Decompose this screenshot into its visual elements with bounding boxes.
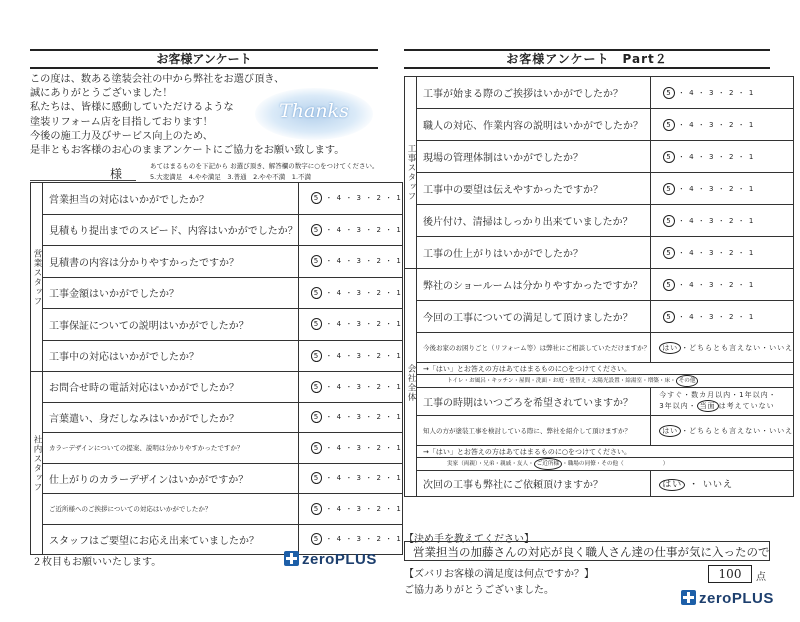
rating-option[interactable]: 2: [728, 120, 735, 129]
selected-rating[interactable]: 5: [663, 247, 674, 259]
question-row: [31, 214, 403, 246]
question-row: [31, 524, 403, 555]
score-question: 【ズバリお客様の満足度は何点ですか？】: [404, 569, 594, 580]
rating-scale[interactable]: 5 ・ 4 ・ 3 ・ 2 ・ 1: [298, 309, 402, 341]
rating-option[interactable]: 3: [356, 288, 363, 297]
rating-option[interactable]: 4: [336, 288, 343, 297]
timing-selected[interactable]: 当面: [697, 400, 719, 412]
timing-option[interactable]: は考えていない: [718, 402, 775, 410]
followup-lead: →「はい」とお答えの方はあてはまるものに○をつけてください。: [417, 363, 794, 375]
rating-option[interactable]: 2: [728, 280, 735, 289]
question-text: 今回の工事についての満足して頂けましたか？: [417, 301, 651, 333]
question-text: 職人の対応、作業内容の説明はいかがでしたか？: [417, 109, 651, 141]
rating-option[interactable]: 1: [396, 225, 402, 234]
rating-scale[interactable]: 5 ・ 4 ・ 3 ・ 2 ・ 1: [651, 301, 794, 333]
selected-rating[interactable]: 5: [311, 503, 322, 515]
question-text: カラーデザインについての提案、説明は分かりやすかったですか？: [43, 433, 299, 464]
question-text: ご近所様へのご挨拶についての対応はいかがでしたか？: [43, 494, 299, 525]
survey-table-page-2: [404, 76, 794, 497]
rating-scale[interactable]: 5 ・ 4 ・ 3 ・ 2 ・ 1: [651, 77, 794, 109]
question-text: 見積書の内容は分かりやすかったですか？: [43, 246, 299, 278]
selected-rating[interactable]: 5: [311, 381, 322, 393]
question-row: [31, 183, 403, 215]
zeroplus-logo: [284, 551, 377, 568]
followup-row: [405, 446, 794, 458]
rating-scale[interactable]: 5 ・ 4 ・ 3 ・ 2 ・ 1: [298, 494, 402, 525]
plus-icon: [681, 590, 696, 605]
rating-option[interactable]: 4: [689, 280, 695, 289]
rating-option[interactable]: 1: [748, 312, 755, 321]
followup-row: [405, 363, 794, 375]
choice-separator: ・: [689, 479, 700, 490]
intro-line: 塗装リフォーム店を目指しております！: [30, 116, 213, 128]
rating-option[interactable]: 1: [396, 351, 402, 360]
question-text: 工事が始まる際のご挨拶はいかがでしたか？: [417, 77, 651, 109]
rating-scale[interactable]: 5 ・ 4 ・ 3 ・ 2 ・ 1: [298, 214, 402, 246]
page-title: お客様アンケート Part２: [404, 49, 770, 69]
selected-rating[interactable]: 5: [663, 119, 674, 131]
rating-option[interactable]: 1: [396, 413, 402, 422]
question-row: [31, 277, 403, 309]
rating-option[interactable]: 3: [356, 443, 363, 452]
rating-legend: 5.大変満足 4.やや満足 3.普通 2.やや不満 1.不満: [150, 173, 312, 181]
question-row: [405, 416, 794, 446]
selected-rating[interactable]: 5: [663, 151, 674, 163]
score-unit: 点: [756, 572, 766, 583]
selected-rating[interactable]: 5: [311, 350, 322, 362]
intro-line: 今後の施工力及びサービス向上のため、: [30, 130, 213, 142]
selected-rating[interactable]: 5: [663, 87, 674, 99]
rating-option[interactable]: 3: [356, 257, 363, 266]
intro-line: この度は、数ある塗装会社の中から弊社をお選び頂き、: [30, 74, 285, 85]
rating-option[interactable]: 4: [336, 443, 343, 452]
question-row: [405, 109, 794, 141]
question-row: [31, 494, 403, 525]
rating-option[interactable]: 2: [376, 474, 382, 483]
question-row: [31, 433, 403, 464]
rating-option[interactable]: 1: [396, 443, 402, 452]
rating-option[interactable]: 4: [689, 184, 695, 193]
rating-option[interactable]: 3: [709, 152, 715, 161]
rating-option[interactable]: 3: [709, 184, 715, 193]
question-row: [405, 77, 794, 109]
selected-rating[interactable]: 5: [311, 411, 322, 423]
followup-selected[interactable]: その他: [676, 375, 699, 387]
rating-option[interactable]: 1: [396, 474, 402, 483]
section-label-construction-staff: 工事スタッフ: [405, 77, 417, 269]
rating-option[interactable]: 3: [709, 88, 715, 97]
rating-option[interactable]: 4: [336, 194, 343, 203]
rating-option[interactable]: 4: [689, 120, 695, 129]
selected-rating[interactable]: 5: [311, 472, 322, 484]
rating-option[interactable]: 2: [376, 225, 382, 234]
rating-option[interactable]: 4: [336, 225, 343, 234]
rating-option[interactable]: 1: [396, 257, 402, 266]
rating-option[interactable]: 2: [376, 194, 382, 203]
question-row: [405, 269, 794, 301]
rating-scale[interactable]: 5 ・ 4 ・ 3 ・ 2 ・ 1: [651, 109, 794, 141]
question-row: [31, 246, 403, 278]
rating-option[interactable]: 1: [748, 248, 755, 257]
question-row: [31, 372, 403, 403]
followup-option-list[interactable]: トイレ・お風呂・キッチン・屋間・洗面・お庭・畳替え・太陽光設置・給湯室・増築・床・: [447, 378, 676, 384]
choice-rest[interactable]: ・どちらとも言えない・いいえ: [681, 343, 794, 352]
selected-rating[interactable]: 5: [311, 442, 322, 454]
rating-option[interactable]: 2: [376, 382, 382, 391]
rating-option[interactable]: 2: [376, 535, 382, 544]
rating-option[interactable]: 2: [376, 351, 382, 360]
rating-option[interactable]: 2: [376, 288, 382, 297]
followup-option-list[interactable]: ・職場の同僚・その他（ ）: [562, 461, 669, 467]
rating-option[interactable]: 3: [709, 312, 715, 321]
rating-option[interactable]: 1: [748, 184, 755, 193]
rating-option[interactable]: 3: [709, 120, 715, 129]
rating-scale[interactable]: 5 ・ 4 ・ 3 ・ 2 ・ 1: [651, 141, 794, 173]
question-row: [405, 388, 794, 416]
question-text: 仕上がりのカラーデザインはいかがですか？: [43, 463, 299, 494]
rating-option[interactable]: 4: [336, 504, 343, 513]
question-text: スタッフはご要望にお応え出来ていましたか？: [43, 524, 299, 555]
selected-rating[interactable]: 5: [311, 255, 322, 267]
reason-input[interactable]: 営業担当の加藤さんの対応が良く職人さん達の仕事が気に入ったので: [404, 541, 770, 561]
rating-option[interactable]: 2: [376, 504, 382, 513]
rating-option[interactable]: 4: [336, 351, 343, 360]
rating-scale[interactable]: 5 ・ 4 ・ 3 ・ 2 ・ 1: [651, 237, 794, 269]
rating-option[interactable]: 1: [748, 280, 755, 289]
question-row: [405, 333, 794, 363]
rating-scale[interactable]: 5 ・ 4 ・ 3 ・ 2 ・ 1: [651, 205, 794, 237]
question-text: 知人の方が塗装工事を検討している際に、弊社を紹介して頂けますか？: [417, 416, 651, 446]
question-text: 工事保証についての説明はいかがでしたか？: [43, 309, 299, 341]
rating-option[interactable]: 3: [356, 225, 363, 234]
rating-option[interactable]: 4: [336, 320, 343, 329]
survey-table-page-1: [30, 182, 403, 555]
rating-option[interactable]: 2: [728, 216, 735, 225]
rating-option[interactable]: 3: [709, 280, 715, 289]
survey-page-2: [398, 0, 800, 622]
rating-option[interactable]: 4: [689, 152, 695, 161]
rating-option[interactable]: 4: [689, 88, 695, 97]
rating-scale[interactable]: 5 ・ 4 ・ 3 ・ 2 ・ 1: [298, 183, 402, 215]
question-text: 工事の時期はいつごろを希望されていますか？: [417, 388, 651, 416]
rating-option[interactable]: 1: [396, 288, 402, 297]
rating-scale[interactable]: 5 ・ 4 ・ 3 ・ 2 ・ 1: [298, 246, 402, 278]
rating-scale[interactable]: 5 ・ 4 ・ 3 ・ 2 ・ 1: [651, 269, 794, 301]
customer-honorific: 様: [110, 167, 123, 181]
timing-choices[interactable]: [651, 388, 794, 416]
question-text: 工事中の要望は伝えやすかったですか？: [417, 173, 651, 205]
customer-name-line: [30, 180, 136, 181]
question-text: 今後お家のお困りごと（リフォーム等）は弊社にご相談していただけますか？: [417, 333, 651, 363]
rating-option[interactable]: 4: [336, 413, 343, 422]
rating-option[interactable]: 3: [356, 413, 363, 422]
rating-scale[interactable]: 5 ・ 4 ・ 3 ・ 2 ・ 1: [298, 402, 402, 433]
question-row: [31, 309, 403, 341]
choice-group[interactable]: [651, 333, 794, 363]
question-row: [405, 141, 794, 173]
rating-option[interactable]: 3: [709, 248, 715, 257]
rating-scale[interactable]: 5 ・ 4 ・ 3 ・ 2 ・ 1: [298, 277, 402, 309]
selected-rating[interactable]: 5: [311, 287, 322, 299]
rating-option[interactable]: 2: [376, 443, 382, 452]
rating-option[interactable]: 2: [728, 312, 735, 321]
rating-option[interactable]: 3: [356, 504, 363, 513]
rating-option[interactable]: 2: [376, 413, 382, 422]
selected-rating[interactable]: 5: [663, 183, 674, 195]
intro-line: 誠にありがとうございました！: [30, 88, 173, 100]
question-text: 言葉遣い、身だしなみはいかがでしたか？: [43, 402, 299, 433]
rating-option[interactable]: 3: [356, 194, 363, 203]
rating-option[interactable]: 4: [689, 216, 695, 225]
selected-rating[interactable]: 5: [311, 192, 322, 204]
rating-option[interactable]: 1: [396, 320, 402, 329]
rating-scale[interactable]: 5 ・ 4 ・ 3 ・ 2 ・ 1: [298, 340, 402, 372]
question-row: [31, 463, 403, 494]
question-row: [405, 205, 794, 237]
followup-options[interactable]: [417, 458, 794, 471]
question-row: [405, 237, 794, 269]
rating-option[interactable]: 2: [728, 184, 735, 193]
question-row: [405, 173, 794, 205]
choice-no[interactable]: いいえ: [702, 479, 733, 490]
question-text: 弊社のショールームは分かりやすかったですか？: [417, 269, 651, 301]
reason-label: 【決め手を教えてください】: [404, 534, 534, 545]
timing-option[interactable]: 3年以内・: [659, 402, 697, 410]
section-label-sales-staff: 営業スタッフ: [31, 183, 43, 372]
selected-rating[interactable]: 5: [663, 215, 674, 227]
rating-option[interactable]: 1: [748, 152, 755, 161]
question-text: 営業担当の対応はいかがでしたか？: [43, 183, 299, 215]
rating-option[interactable]: 2: [376, 320, 382, 329]
section-label-company: 会社全体: [405, 269, 417, 497]
question-row: [31, 402, 403, 433]
question-text: 工事金額はいかがでしたか？: [43, 277, 299, 309]
choice-yes[interactable]: はい: [659, 479, 685, 491]
selected-rating[interactable]: 5: [663, 279, 674, 291]
rating-option[interactable]: 4: [336, 535, 343, 544]
selected-rating[interactable]: 5: [311, 318, 322, 330]
question-text: 後片付け、清掃はしっかり出来ていましたか？: [417, 205, 651, 237]
rating-scale[interactable]: 5 ・ 4 ・ 3 ・ 2 ・ 1: [298, 433, 402, 464]
question-text: 現場の管理体制はいかがでしたか？: [417, 141, 651, 173]
closing-thanks: ご協力ありがとうございました。: [404, 585, 554, 596]
thanks-watercolor-art: Thanks: [255, 88, 373, 140]
rating-option[interactable]: 2: [728, 248, 735, 257]
question-text: 次回の工事も弊社にご依頼頂けますか？: [417, 471, 651, 497]
page-title: お客様アンケート: [30, 49, 378, 69]
question-text: 見積もり提出までのスピード、内容はいかがでしたか？: [43, 214, 299, 246]
rating-option[interactable]: 1: [396, 382, 402, 391]
rating-option[interactable]: 1: [396, 194, 402, 203]
score-input[interactable]: 100: [708, 565, 752, 583]
question-row: [405, 301, 794, 333]
choice-yes[interactable]: はい: [659, 342, 681, 354]
rating-scale[interactable]: 5 ・ 4 ・ 3 ・ 2 ・ 1: [298, 524, 402, 555]
rating-option[interactable]: 3: [709, 216, 715, 225]
section-label-office-staff: 社内スタッフ: [31, 372, 43, 555]
logo-text: zeroPLUS: [302, 551, 377, 568]
rating-option[interactable]: 1: [748, 216, 755, 225]
selected-rating[interactable]: 5: [663, 311, 674, 323]
rating-scale[interactable]: 5 ・ 4 ・ 3 ・ 2 ・ 1: [298, 463, 402, 494]
question-row: [31, 340, 403, 372]
plus-icon: [284, 551, 299, 566]
choice-yes[interactable]: はい: [659, 425, 681, 437]
timing-option[interactable]: 今すぐ・数カ月以内・1年以内・: [659, 391, 777, 399]
selected-rating[interactable]: 5: [311, 533, 322, 545]
rating-scale[interactable]: 5 ・ 4 ・ 3 ・ 2 ・ 1: [651, 173, 794, 205]
selected-rating[interactable]: 5: [311, 224, 322, 236]
rating-option[interactable]: 4: [336, 474, 343, 483]
rating-option[interactable]: 1: [396, 504, 402, 513]
rating-option[interactable]: 4: [336, 257, 343, 266]
rating-option[interactable]: 3: [356, 382, 363, 391]
rating-option[interactable]: 4: [689, 248, 695, 257]
rating-option[interactable]: 3: [356, 474, 363, 483]
question-row: [405, 471, 794, 497]
rating-option[interactable]: 3: [356, 351, 363, 360]
question-text: お問合せ時の電話対応はいかがでしたか？: [43, 372, 299, 403]
intro-line: 是非ともお客様のお心のままアンケートにご協力をお願い致します。: [30, 145, 345, 157]
followup-options[interactable]: [417, 375, 794, 388]
choice-rest[interactable]: ・どちらとも言えない・いいえ: [681, 426, 794, 435]
rating-option[interactable]: 2: [728, 88, 735, 97]
rating-option[interactable]: 2: [728, 152, 735, 161]
rating-option[interactable]: 1: [396, 535, 402, 544]
rating-option[interactable]: 3: [356, 320, 363, 329]
rating-instructions: あてはまるものを下記から お選び頂き、解答欄の数字に○をつけてください。: [150, 162, 379, 170]
logo-text: zeroPLUS: [699, 590, 774, 607]
next-page-note: ２枚目もお願いいたします。: [32, 557, 162, 568]
question-text: 工事中の対応はいかがでしたか？: [43, 340, 299, 372]
rating-option[interactable]: 3: [356, 535, 363, 544]
followup-row: [405, 375, 794, 388]
rating-scale[interactable]: 5 ・ 4 ・ 3 ・ 2 ・ 1: [298, 372, 402, 403]
rating-option[interactable]: 1: [748, 120, 755, 129]
rating-option[interactable]: 1: [748, 88, 755, 97]
followup-option-list[interactable]: 実家（両親）・兄弟・親戚・友人・: [447, 461, 534, 467]
choice-group[interactable]: [651, 471, 794, 497]
rating-option[interactable]: 2: [376, 257, 382, 266]
rating-option[interactable]: 4: [336, 382, 343, 391]
rating-option[interactable]: 4: [689, 312, 695, 321]
intro-line: 私たちは、皆様に感動していただけるような: [30, 102, 234, 114]
zeroplus-logo: [681, 590, 774, 607]
followup-row: [405, 458, 794, 471]
followup-selected[interactable]: ご近所様: [534, 458, 562, 470]
followup-lead: →「はい」とお答えの方はあてはまるものに○をつけてください。: [417, 446, 794, 458]
choice-group[interactable]: [651, 416, 794, 446]
question-text: 工事の仕上がりはいかがでしたか？: [417, 237, 651, 269]
